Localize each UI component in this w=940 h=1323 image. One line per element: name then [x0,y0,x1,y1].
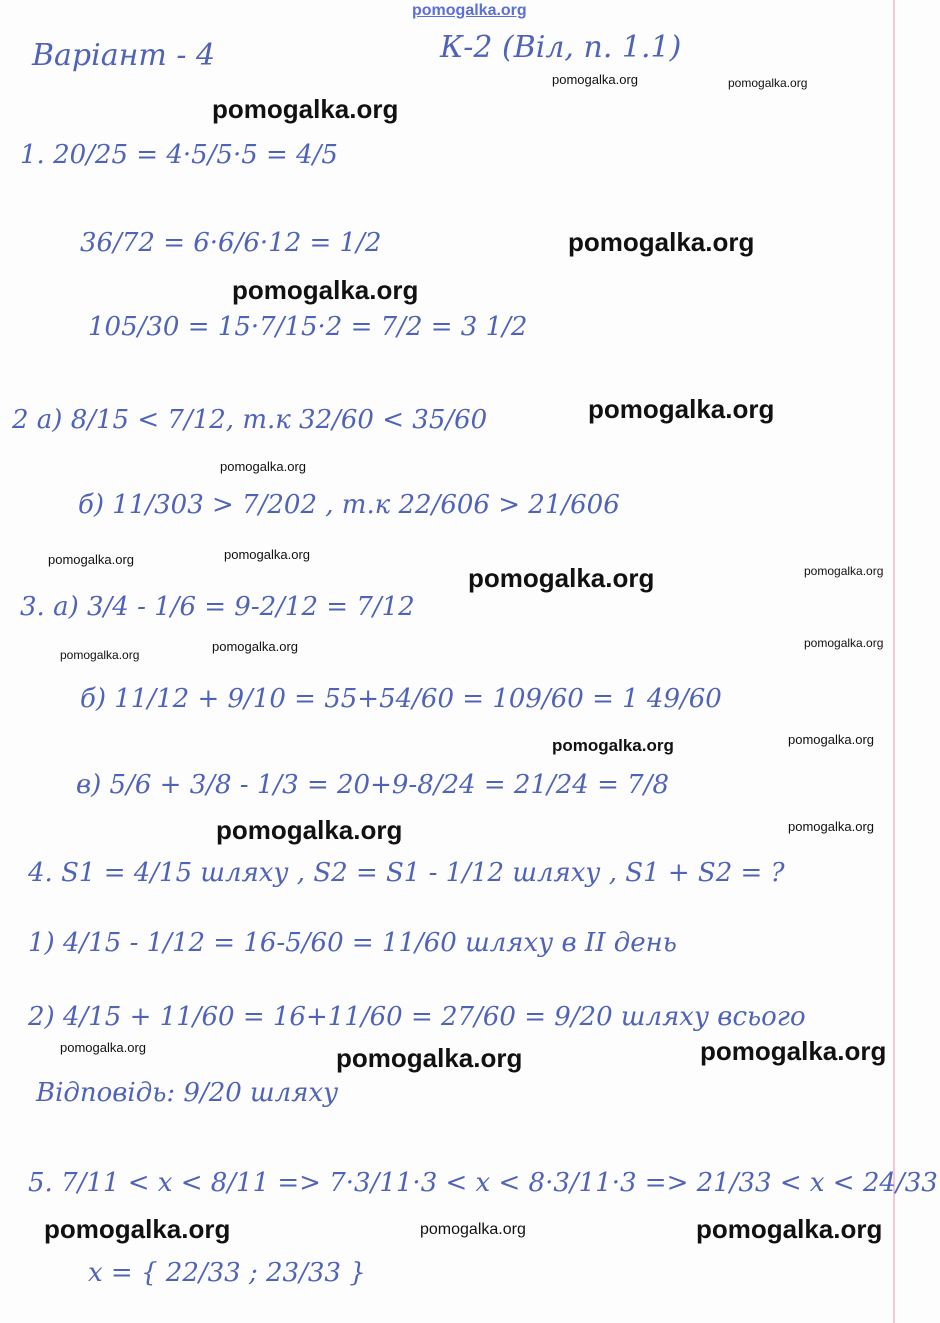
watermark[interactable]: pomogalka.org [588,394,775,424]
watermark[interactable]: pomogalka.org [60,1040,146,1055]
watermark[interactable]: pomogalka.org [728,76,808,90]
work-reference: К-2 (Вiл, п. 1.1) [440,30,682,65]
watermark[interactable]: pomogalka.org [232,275,419,305]
line-14: x = { 22/33 ; 23/33 } [88,1258,366,1288]
watermark[interactable]: pomogalka.org [224,547,310,562]
watermark[interactable]: pomogalka.org [788,732,874,747]
variant-title: Варiант - 4 [32,38,216,73]
line-1: 1. 20/25 = 4·5/5·5 = 4/5 [20,140,338,170]
watermark-top[interactable]: pomogalka.org [412,2,527,19]
watermark[interactable]: pomogalka.org [60,648,140,662]
line-3: 105/30 = 15·7/15·2 = 7/2 = 3 1/2 [88,312,528,342]
line-11: 2) 4/15 + 11/60 = 16+11/60 = 27/60 = 9/20 шляху всього [28,1002,806,1032]
watermark[interactable]: pomogalka.org [336,1043,523,1073]
watermark[interactable]: pomogalka.org [212,94,399,124]
watermark[interactable]: pomogalka.org [468,563,655,593]
watermark[interactable]: pomogalka.org [552,72,638,87]
watermark[interactable]: pomogalka.org [552,736,674,755]
watermark[interactable]: pomogalka.org [420,1221,526,1238]
line-6: 3. а) 3/4 - 1/6 = 9-2/12 = 7/12 [20,592,415,622]
line-5: б) 11/303 > 7/202 , т.к 22/606 > 21/606 [78,490,620,520]
watermark[interactable]: pomogalka.org [216,815,403,845]
watermark[interactable]: pomogalka.org [788,819,874,834]
watermark[interactable]: pomogalka.org [220,459,306,474]
line-7: б) 11/12 + 9/10 = 55+54/60 = 109/60 = 1 49/60 [80,684,722,714]
watermark[interactable]: pomogalka.org [804,636,884,650]
watermark[interactable]: pomogalka.org [804,564,884,578]
line-9: 4. S1 = 4/15 шляху , S2 = S1 - 1/12 шляху , S1 + S2 = ? [28,858,785,888]
line-13: 5. 7/11 < x < 8/11 => 7·3/11·3 < x < 8·3/11·3 => 21/33 < x < 24/33 [28,1168,938,1198]
line-4: 2 а) 8/15 < 7/12, т.к 32/60 < 35/60 [12,405,488,435]
line-12: Вiдповiдь: 9/20 шляху [36,1078,339,1108]
watermark[interactable]: pomogalka.org [696,1214,883,1244]
watermark[interactable]: pomogalka.org [48,552,134,567]
margin-line [893,0,895,1323]
watermark[interactable]: pomogalka.org [44,1214,231,1244]
watermark[interactable]: pomogalka.org [212,639,298,654]
line-2: 36/72 = 6·6/6·12 = 1/2 [80,228,382,258]
line-8: в) 5/6 + 3/8 - 1/3 = 20+9-8/24 = 21/24 = 7/8 [76,770,669,800]
watermark[interactable]: pomogalka.org [568,227,755,257]
line-10: 1) 4/15 - 1/12 = 16-5/60 = 11/60 шляху в II день [28,928,677,958]
watermark[interactable]: pomogalka.org [700,1036,887,1066]
